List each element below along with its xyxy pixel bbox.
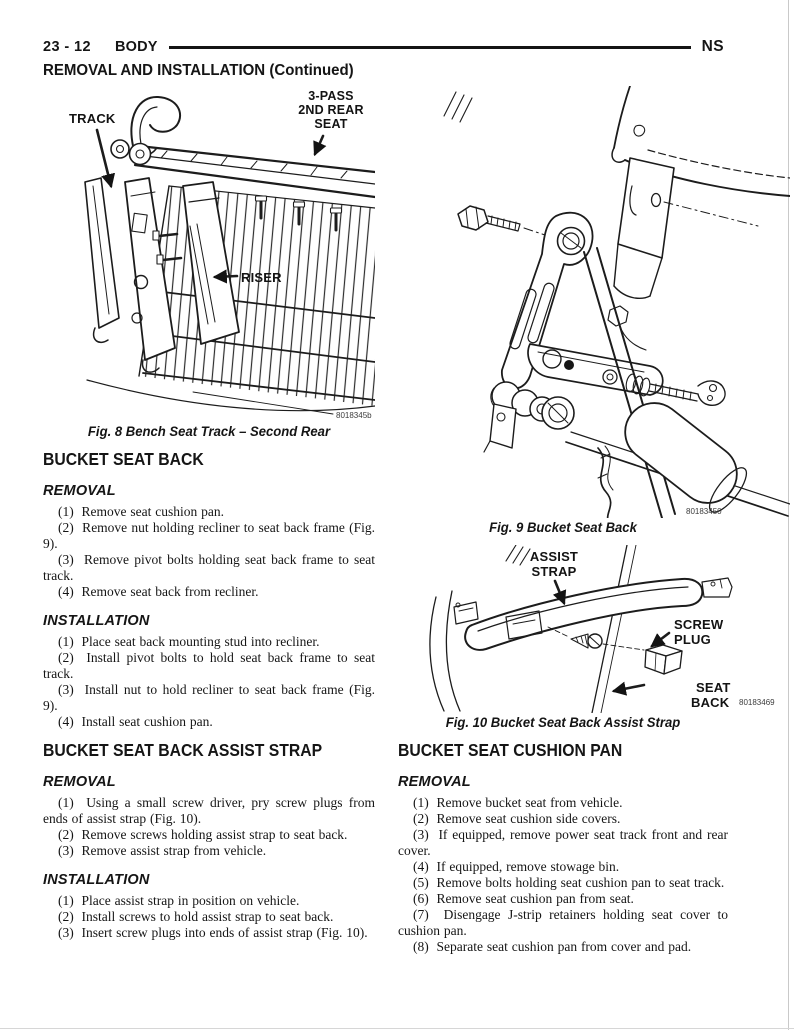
procedure-step: (2) Install pivot bolts to hold seat back frame to seat track. — [43, 650, 375, 681]
procedure-step: (4) If equipped, remove stowage bin. — [413, 859, 620, 874]
strap-removal-heading: REMOVAL — [43, 774, 116, 790]
screw-plug-arrow — [652, 633, 669, 646]
procedure-step: (1) Remove seat cushion pan. — [58, 504, 224, 519]
heading-cushion-pan: BUCKET SEAT CUSHION PAN — [398, 740, 623, 760]
procedure-step: (8) Separate seat cushion pan from cover and pad. — [413, 939, 692, 954]
seat-arrow — [315, 136, 323, 154]
cushion-removal-heading: REMOVAL — [398, 774, 471, 790]
procedure-step: (2) Remove screws holding assist strap to seat back. — [58, 827, 348, 842]
section-label: BODY — [114, 39, 158, 55]
fig8-track-label: TRACK — [69, 111, 116, 126]
procedure-step: (3) Install nut to hold recliner to seat back frame (Fig. 9). — [43, 682, 375, 713]
procedure-step: (3) Remove assist strap from vehicle. — [58, 843, 267, 858]
track-arrow — [97, 130, 111, 186]
page-edge-bottom — [0, 1028, 794, 1029]
fig8-riser-label: RISER — [241, 270, 282, 285]
model-code: NS — [701, 38, 724, 55]
fig10-seat-back-label-line2: BACK — [691, 695, 730, 710]
figure9-bucket-seat-back-drawing — [398, 86, 790, 518]
fig8-seat-label-line3: SEAT — [314, 117, 348, 131]
fig8-seat-label-line1: 3-PASS — [308, 89, 354, 103]
riser-arrow — [215, 276, 237, 277]
fig8-seat-label-line2: 2ND REAR — [298, 103, 364, 117]
procedure-step: (2) Install screws to hold assist strap to seat back. — [58, 909, 334, 924]
procedure-step: (1) Remove bucket seat from vehicle. — [413, 795, 623, 810]
fig10-assist-label-line1: ASSIST — [529, 549, 579, 564]
figure8-bench-seat-track-drawing — [43, 86, 375, 422]
procedure-step: (3) If equipped, remove power seat track front and rear cover. — [398, 827, 728, 858]
right-column — [398, 86, 790, 955]
header-rule — [169, 46, 691, 49]
procedure-step: (1) Place assist strap in position on vehicle. — [58, 893, 300, 908]
fig10-image-id: 80183469 — [739, 698, 775, 707]
fig10-screw-plug-label-line2: PLUG — [674, 632, 711, 647]
procedure-step: (5) Remove bolts holding seat cushion pan to seat track. — [413, 875, 725, 890]
procedure-step: (2) Remove seat cushion side covers. — [413, 811, 621, 826]
fig10-screw-plug-label-line1: SCREW — [674, 617, 724, 632]
seat-back-arrow — [614, 685, 644, 691]
heading-bucket-seat-back: BUCKET SEAT BACK — [43, 449, 204, 469]
procedure-step: (4) Remove seat back from recliner. — [58, 584, 259, 599]
procedure-step: (3) Insert screw plugs into ends of assist strap (Fig. 10). — [58, 925, 368, 940]
page-number: 23 - 12 — [43, 39, 91, 55]
heading-assist-strap: BUCKET SEAT BACK ASSIST STRAP — [43, 740, 323, 760]
fig9-image-id: 80183450 — [686, 507, 722, 516]
procedure-step: (2) Remove nut holding recliner to seat back frame (Fig. 9). — [43, 520, 375, 551]
bsb-installation-heading: INSTALLATION — [43, 613, 150, 629]
page-title: REMOVAL AND INSTALLATION (Continued) — [43, 62, 354, 79]
procedure-step: (4) Install seat cushion pan. — [58, 714, 213, 729]
figure10-assist-strap-drawing — [398, 545, 790, 713]
fig9-caption: Fig. 9 Bucket Seat Back — [489, 520, 637, 535]
procedure-step: (3) Remove pivot bolts holding seat back frame to seat track. — [43, 552, 375, 583]
fig10-caption: Fig. 10 Bucket Seat Back Assist Strap — [445, 715, 681, 730]
procedure-step: (7) Disengage J-strip retainers holding seat cover to cushion pan. — [398, 907, 728, 938]
cushion-pan-section — [398, 740, 728, 955]
fig8-caption: Fig. 8 Bench Seat Track – Second Rear — [87, 424, 331, 439]
fig8-image-id: 8018345b — [336, 411, 372, 420]
left-column — [43, 86, 375, 941]
procedure-step: (1) Place seat back mounting stud into recliner. — [58, 634, 320, 649]
fig10-assist-label-line2: STRAP — [531, 564, 577, 579]
strap-installation-heading: INSTALLATION — [43, 872, 150, 888]
procedure-step: (6) Remove seat cushion pan from seat. — [413, 891, 634, 906]
bsb-removal-heading: REMOVAL — [43, 483, 116, 499]
procedure-step: (1) Using a small screw driver, pry screw plugs from ends of assist strap (Fig. 10). — [43, 795, 375, 826]
fig10-seat-back-label-line1: SEAT — [696, 680, 731, 695]
running-header — [43, 38, 724, 56]
